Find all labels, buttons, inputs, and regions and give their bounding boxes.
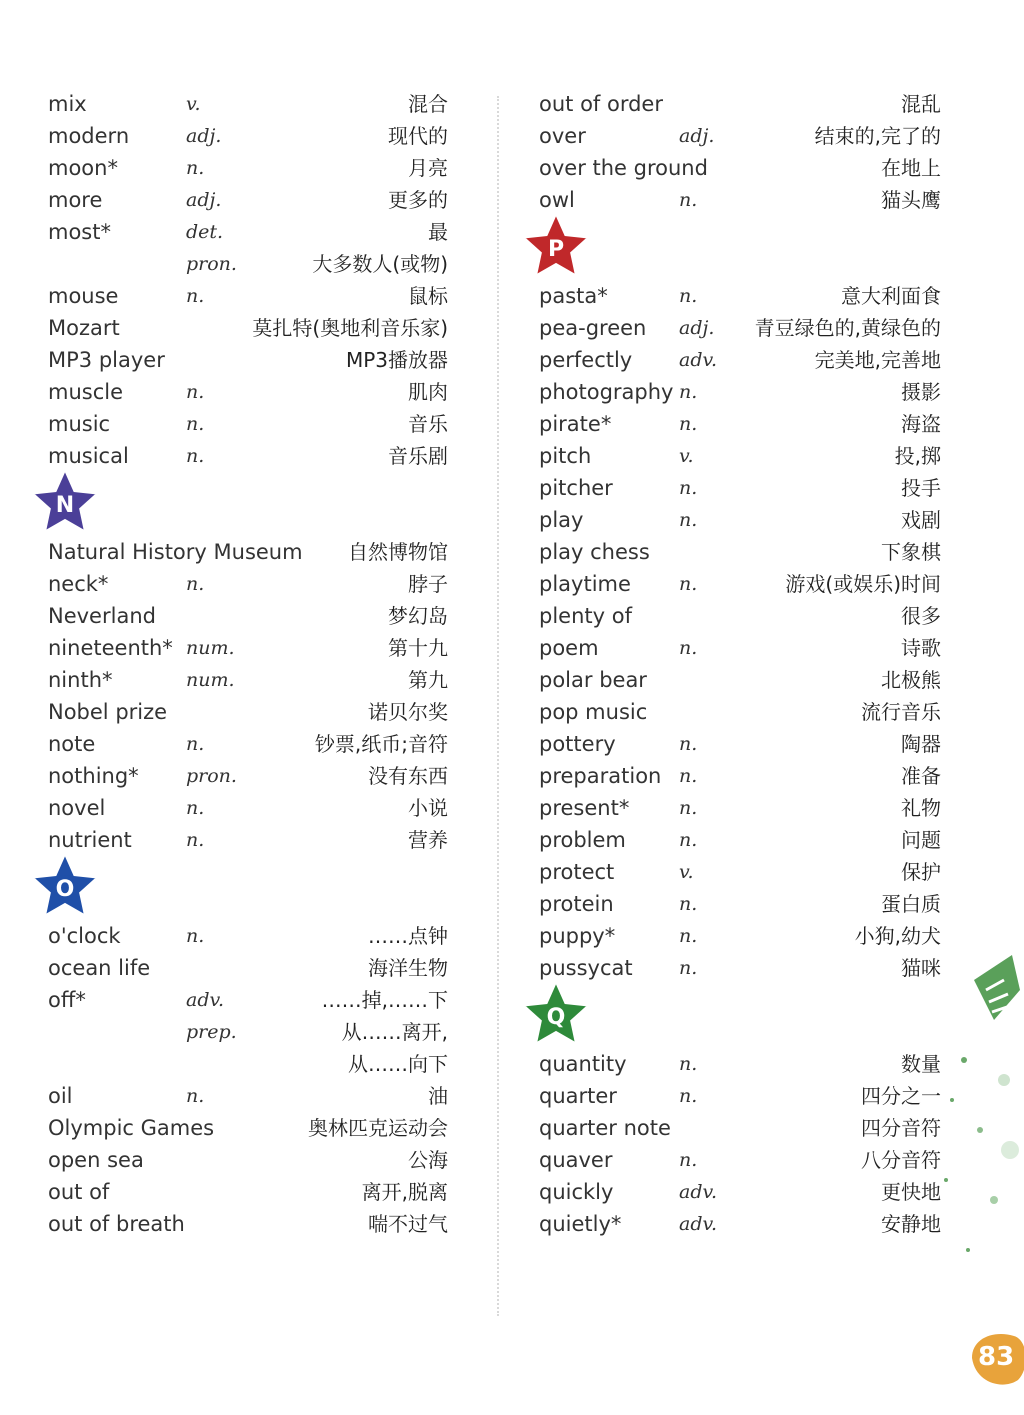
glossary-entry [48,1112,448,1144]
section-letter-label: O [55,877,75,902]
entry-part-of-speech: n. [679,957,698,979]
entry-part-of-speech: n. [679,637,698,659]
entry-meaning: 音乐剧 [388,444,448,468]
star-icon [519,212,593,280]
entry-part-of-speech: n. [679,285,698,307]
entry-meaning: 从……离开, [341,1020,448,1044]
entry-part-of-speech: n. [186,1085,205,1107]
entry-part-of-speech: v. [679,861,694,883]
entry-word: quantity [539,1052,627,1076]
glossary-entry [48,600,448,632]
entry-part-of-speech: n. [679,925,698,947]
entry-word: preparation [539,764,662,788]
entry-meaning: 喘不过气 [368,1212,448,1236]
entry-meaning: 数量 [901,1052,941,1076]
entry-word: nothing* [48,764,139,788]
glossary-entry [539,536,941,568]
entry-meaning: 投手 [901,476,941,500]
entry-meaning: 青豆绿色的,黄绿色的 [754,316,941,340]
entry-part-of-speech: n. [679,477,698,499]
entry-part-of-speech: n. [679,573,698,595]
entry-word: quickly [539,1180,614,1204]
entry-part-of-speech: adj. [186,125,222,147]
glossary-entry [48,568,448,600]
entry-word: Nobel prize [48,700,168,724]
entry-meaning: 油 [428,1084,448,1108]
glossary-entry [48,184,448,216]
glossary-entry [539,88,941,120]
entry-word: open sea [48,1148,144,1172]
entry-part-of-speech: pron. [186,253,237,275]
glossary-entry [539,632,941,664]
section-letter-label: Q [546,1005,566,1030]
entry-part-of-speech: n. [679,509,698,531]
entry-meaning: 音乐 [408,412,448,436]
entry-part-of-speech: adv. [679,1181,718,1203]
entry-word: plenty of [539,604,632,628]
entry-meaning: 混乱 [901,92,941,116]
entry-meaning: 更快地 [881,1180,941,1204]
entry-word: poem [539,636,599,660]
entry-meaning: 公海 [408,1148,448,1172]
page-number-badge [964,1328,1024,1388]
glossary-entry [48,1080,448,1112]
entry-word: o'clock [48,924,121,948]
entry-word: play chess [539,540,650,564]
decorative-sparkle-trail [934,950,1024,1310]
entry-word: pea-green [539,316,647,340]
entry-meaning: 营养 [408,828,448,852]
glossary-entry [48,824,448,856]
glossary-entry [539,1048,941,1080]
entry-word: more [48,188,103,212]
entry-word: muscle [48,380,124,404]
entry-meaning: 莫扎特(奥地利音乐家) [252,316,448,340]
entry-meaning: 小狗,幼犬 [854,924,941,948]
glossary-entry [48,952,448,984]
entry-part-of-speech: n. [679,1149,698,1171]
entry-part-of-speech: prep. [186,1021,237,1043]
entry-part-of-speech: n. [679,765,698,787]
glossary-entry [48,440,448,472]
entry-meaning: 戏剧 [901,508,941,532]
entry-meaning: 小说 [408,796,448,820]
glossary-entry [539,568,941,600]
entry-meaning: 陶器 [901,732,941,756]
entry-word: polar bear [539,668,647,692]
entry-word: off* [48,988,86,1012]
entry-meaning: 问题 [901,828,941,852]
entry-meaning: 钞票,纸币;音符 [314,732,448,756]
entry-meaning: 八分音符 [861,1148,941,1172]
entry-meaning: 月亮 [408,156,448,180]
entry-word: out of breath [48,1212,185,1236]
glossary-entry [539,440,941,472]
entry-word: quietly* [539,1212,622,1236]
entry-part-of-speech: n. [679,413,698,435]
entry-meaning: 游戏(或娱乐)时间 [785,572,941,596]
entry-meaning: 在地上 [881,156,941,180]
entry-word: pirate* [539,412,612,436]
section-letter-n [48,472,448,536]
entry-part-of-speech: adj. [186,189,222,211]
entry-part-of-speech: det. [186,221,224,243]
entry-word: pottery [539,732,616,756]
glossary-entry [48,1144,448,1176]
entry-meaning: 猫咪 [901,956,941,980]
entry-meaning: 流行音乐 [861,700,941,724]
entry-part-of-speech: n. [186,285,205,307]
entry-part-of-speech: n. [679,733,698,755]
entry-word: oil [48,1084,73,1108]
entry-word: nutrient [48,828,132,852]
entry-part-of-speech: adj. [679,317,715,339]
entry-word: pussycat [539,956,633,980]
glossary-entry [539,792,941,824]
section-letter-label: P [547,237,565,262]
entry-word: ninth* [48,668,113,692]
entry-word: perfectly [539,348,633,372]
entry-part-of-speech: n. [186,797,205,819]
glossary-entry [48,1208,448,1240]
entry-part-of-speech: n. [186,157,205,179]
glossary-entry [48,1048,448,1080]
glossary-entry [539,600,941,632]
entry-word: playtime [539,572,631,596]
glossary-entry [48,280,448,312]
entry-meaning: 很多 [901,604,941,628]
entry-word: over the ground [539,156,708,180]
entry-part-of-speech: n. [679,829,698,851]
glossary-entry [48,1016,448,1048]
entry-part-of-speech: num. [186,637,235,659]
entry-meaning: 北极熊 [881,668,941,692]
entry-meaning: 四分之一 [861,1084,941,1108]
glossary-entry [48,536,448,568]
glossary-entry [539,184,941,216]
entry-meaning: ……掉,……下 [321,988,448,1012]
glossary-entry [539,408,941,440]
glossary-entry [539,952,941,984]
glossary-entry [539,504,941,536]
entry-meaning: 意大利面食 [841,284,941,308]
entry-meaning: 结束的,完了的 [814,124,941,148]
star-icon [28,468,102,536]
entry-meaning: 诺贝尔奖 [368,700,448,724]
glossary-entry [539,152,941,184]
entry-word: present* [539,796,630,820]
glossary-entry [539,280,941,312]
entry-meaning: 投,掷 [894,444,941,468]
entry-word: note [48,732,96,756]
entry-meaning: 准备 [901,764,941,788]
entry-part-of-speech: n. [186,733,205,755]
entry-word: out of order [539,92,663,116]
glossary-entry [48,120,448,152]
entry-meaning: 现代的 [388,124,448,148]
entry-word: pasta* [539,284,608,308]
entry-word: photography [539,380,674,404]
entry-part-of-speech: n. [679,1053,698,1075]
glossary-entry [539,1144,941,1176]
entry-word: mix [48,92,87,116]
glossary-entry [48,88,448,120]
glossary-entry [539,888,941,920]
entry-part-of-speech: v. [186,93,201,115]
entry-meaning: 完美地,完善地 [814,348,941,372]
glossary-entry [539,1112,941,1144]
entry-meaning: 海盗 [901,412,941,436]
entry-word: Neverland [48,604,156,628]
glossary-entry [48,664,448,696]
glossary-entry [48,344,448,376]
glossary-entry [539,120,941,152]
entry-meaning: 奥林匹克运动会 [308,1116,448,1140]
entry-word: musical [48,444,129,468]
entry-word: ocean life [48,956,151,980]
entry-meaning: 鼠标 [408,284,448,308]
glossary-entry [539,728,941,760]
glossary-entry [48,152,448,184]
entry-word: music [48,412,111,436]
glossary-entry [48,760,448,792]
entry-word: mouse [48,284,119,308]
section-letter-label: N [55,493,75,518]
glossary-entry [48,696,448,728]
entry-meaning: 大多数人(或物) [312,252,448,276]
entry-word: play [539,508,584,532]
entry-word: puppy* [539,924,616,948]
entry-meaning: 脖子 [408,572,448,596]
entry-meaning: 下象棋 [881,540,941,564]
entry-meaning: 第十九 [388,636,448,660]
glossary-entry [48,920,448,952]
entry-part-of-speech: adv. [679,349,718,371]
glossary-entry [539,472,941,504]
entry-meaning: 诗歌 [901,636,941,660]
column-divider [497,96,499,1316]
entry-part-of-speech: n. [679,893,698,915]
star-icon [28,852,102,920]
entry-word: protein [539,892,614,916]
glossary-entry [48,216,448,248]
glossary-entry [48,376,448,408]
glossary-entry [539,920,941,952]
glossary-entry [539,824,941,856]
entry-meaning: 四分音符 [861,1116,941,1140]
entry-meaning: 第九 [408,668,448,692]
entry-part-of-speech: n. [186,413,205,435]
glossary-entry [48,632,448,664]
entry-meaning: 保护 [901,860,941,884]
entry-meaning: 礼物 [901,796,941,820]
entry-meaning: 蛋白质 [881,892,941,916]
glossary-entry [539,664,941,696]
glossary-entry [48,312,448,344]
glossary-right-column [539,88,941,1240]
entry-word: pitcher [539,476,613,500]
entry-meaning: 猫头鹰 [881,188,941,212]
glossary-entry [539,312,941,344]
entry-part-of-speech: n. [679,1085,698,1107]
glossary-entry [539,696,941,728]
star-icon [519,980,593,1048]
entry-word: out of [48,1180,110,1204]
entry-part-of-speech: n. [186,573,205,595]
entry-meaning: 安静地 [881,1212,941,1236]
entry-part-of-speech: n. [186,381,205,403]
entry-word: neck* [48,572,109,596]
entry-meaning: ……点钟 [368,924,448,948]
entry-word: Natural History Museum [48,540,303,564]
entry-word: pop music [539,700,648,724]
page-number: 83 [978,1342,1015,1372]
glossary-entry [48,984,448,1016]
entry-part-of-speech: n. [186,445,205,467]
entry-word: moon* [48,156,118,180]
entry-part-of-speech: n. [186,925,205,947]
entry-word: quarter note [539,1116,671,1140]
entry-word: nineteenth* [48,636,173,660]
glossary-entry [539,1176,941,1208]
entry-word: quaver [539,1148,613,1172]
entry-word: novel [48,796,106,820]
section-letter-p [539,216,941,280]
entry-part-of-speech: n. [679,189,698,211]
glossary-entry [48,792,448,824]
entry-part-of-speech: num. [186,669,235,691]
glossary-entry [48,1176,448,1208]
entry-meaning: 摄影 [901,380,941,404]
entry-part-of-speech: adj. [679,125,715,147]
entry-word: MP3 player [48,348,165,372]
entry-word: Mozart [48,316,120,340]
entry-part-of-speech: adv. [679,1213,718,1235]
glossary-entry [539,760,941,792]
entry-meaning: 肌肉 [408,380,448,404]
page-corner [946,0,1024,64]
entry-word: quarter [539,1084,617,1108]
entry-meaning: 离开,脱离 [361,1180,448,1204]
entry-word: pitch [539,444,592,468]
entry-meaning: 混合 [408,92,448,116]
entry-word: problem [539,828,626,852]
entry-part-of-speech: pron. [186,765,237,787]
entry-part-of-speech: v. [679,445,694,467]
glossary-entry [539,344,941,376]
glossary-entry [539,1080,941,1112]
entry-meaning: 没有东西 [368,764,448,788]
entry-word: protect [539,860,615,884]
glossary-entry [48,728,448,760]
entry-part-of-speech: n. [679,797,698,819]
entry-word: most* [48,220,111,244]
glossary-entry [48,248,448,280]
entry-meaning: 海洋生物 [368,956,448,980]
entry-part-of-speech: n. [186,829,205,851]
entry-meaning: 更多的 [388,188,448,212]
glossary-left-column [48,88,448,1240]
section-letter-q [539,984,941,1048]
entry-part-of-speech: adv. [186,989,225,1011]
entry-word: over [539,124,586,148]
entry-meaning: 自然博物馆 [348,540,448,564]
glossary-entry [539,856,941,888]
glossary-entry [539,376,941,408]
entry-part-of-speech: n. [679,381,698,403]
entry-word: Olympic Games [48,1116,215,1140]
glossary-entry [48,408,448,440]
entry-meaning: MP3播放器 [345,348,448,372]
glossary-entry [539,1208,941,1240]
entry-word: owl [539,188,575,212]
entry-word: modern [48,124,130,148]
section-letter-o [48,856,448,920]
entry-meaning: 梦幻岛 [388,604,448,628]
entry-meaning: 最 [428,220,448,244]
entry-meaning: 从……向下 [348,1052,448,1076]
